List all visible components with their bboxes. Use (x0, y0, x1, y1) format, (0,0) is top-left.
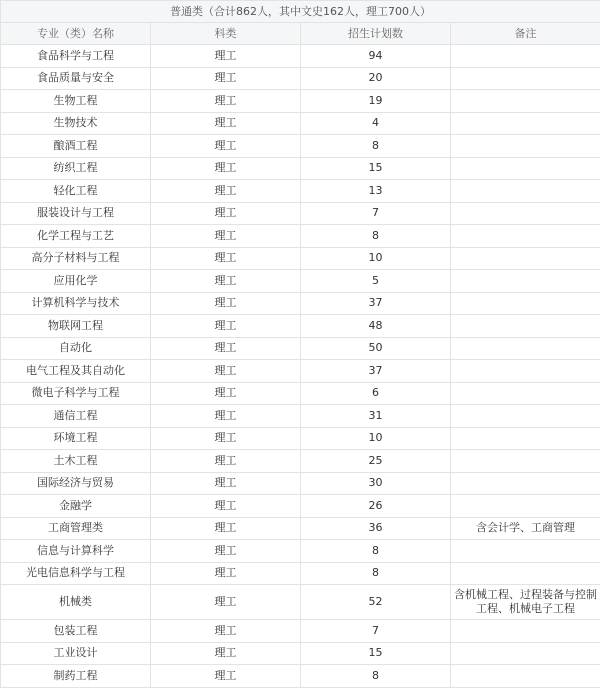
table-row (1, 665, 600, 688)
cell-type: 理工 (151, 360, 301, 383)
cell-major: 生物技术 (1, 112, 151, 135)
cell-count: 48 (301, 315, 451, 338)
cell-major: 食品科学与工程 (1, 45, 151, 68)
table-row (1, 585, 600, 620)
cell-note (451, 67, 600, 90)
cell-note (451, 45, 600, 68)
cell-count: 7 (301, 202, 451, 225)
cell-major: 食品质量与安全 (1, 67, 151, 90)
cell-count: 31 (301, 405, 451, 428)
cell-note (451, 540, 600, 563)
cell-count: 10 (301, 427, 451, 450)
cell-type: 理工 (151, 562, 301, 585)
cell-major: 电气工程及其自动化 (1, 360, 151, 383)
table-row (1, 112, 600, 135)
cell-type: 理工 (151, 337, 301, 360)
cell-type: 理工 (151, 180, 301, 203)
cell-count: 7 (301, 620, 451, 643)
cell-type: 理工 (151, 472, 301, 495)
cell-major: 生物工程 (1, 90, 151, 113)
cell-note (451, 315, 600, 338)
table-row (1, 337, 600, 360)
table-row (1, 202, 600, 225)
cell-count: 20 (301, 67, 451, 90)
cell-major: 土木工程 (1, 450, 151, 473)
cell-note (451, 620, 600, 643)
cell-major: 酿酒工程 (1, 135, 151, 158)
cell-major: 国际经济与贸易 (1, 472, 151, 495)
cell-note (451, 642, 600, 665)
table-row (1, 405, 600, 428)
cell-major: 环境工程 (1, 427, 151, 450)
table-row (1, 157, 600, 180)
cell-type: 理工 (151, 642, 301, 665)
cell-count: 8 (301, 225, 451, 248)
cell-count: 36 (301, 517, 451, 540)
cell-note (451, 157, 600, 180)
table-row (1, 292, 600, 315)
table-row (1, 450, 600, 473)
cell-type: 理工 (151, 450, 301, 473)
cell-note (451, 135, 600, 158)
cell-note (451, 360, 600, 383)
cell-note (451, 405, 600, 428)
table-row (1, 382, 600, 405)
cell-major: 自动化 (1, 337, 151, 360)
cell-type: 理工 (151, 292, 301, 315)
cell-major: 高分子材料与工程 (1, 247, 151, 270)
header-note: 备注 (451, 23, 600, 45)
cell-count: 8 (301, 562, 451, 585)
cell-type: 理工 (151, 517, 301, 540)
cell-count: 94 (301, 45, 451, 68)
cell-major: 应用化学 (1, 270, 151, 293)
cell-type: 理工 (151, 270, 301, 293)
cell-note (451, 112, 600, 135)
cell-major: 物联网工程 (1, 315, 151, 338)
table-row (1, 495, 600, 518)
cell-note (451, 247, 600, 270)
table-row (1, 620, 600, 643)
cell-major: 化学工程与工艺 (1, 225, 151, 248)
table-row (1, 427, 600, 450)
cell-count: 8 (301, 135, 451, 158)
cell-count: 50 (301, 337, 451, 360)
cell-major: 计算机科学与技术 (1, 292, 151, 315)
cell-count: 8 (301, 540, 451, 563)
cell-type: 理工 (151, 112, 301, 135)
cell-count: 37 (301, 292, 451, 315)
table-row (1, 562, 600, 585)
cell-major: 通信工程 (1, 405, 151, 428)
cell-count: 4 (301, 112, 451, 135)
cell-count: 19 (301, 90, 451, 113)
header-count: 招生计划数 (301, 23, 451, 45)
cell-note (451, 270, 600, 293)
cell-note (451, 292, 600, 315)
header-type: 科类 (151, 23, 301, 45)
cell-type: 理工 (151, 225, 301, 248)
cell-type: 理工 (151, 202, 301, 225)
cell-type: 理工 (151, 585, 301, 620)
cell-type: 理工 (151, 315, 301, 338)
cell-note (451, 472, 600, 495)
cell-count: 52 (301, 585, 451, 620)
table-row (1, 360, 600, 383)
header-major: 专业（类）名称 (1, 23, 151, 45)
cell-major: 轻化工程 (1, 180, 151, 203)
cell-count: 25 (301, 450, 451, 473)
cell-major: 工业设计 (1, 642, 151, 665)
cell-type: 理工 (151, 540, 301, 563)
cell-count: 10 (301, 247, 451, 270)
cell-note (451, 337, 600, 360)
cell-major: 纺织工程 (1, 157, 151, 180)
table-row (1, 642, 600, 665)
cell-type: 理工 (151, 665, 301, 688)
cell-type: 理工 (151, 135, 301, 158)
table-body (1, 45, 600, 688)
cell-major: 制药工程 (1, 665, 151, 688)
cell-note (451, 427, 600, 450)
cell-note (451, 450, 600, 473)
cell-type: 理工 (151, 157, 301, 180)
table-row (1, 135, 600, 158)
cell-note: 含会计学、工商管理 (451, 517, 600, 540)
cell-major: 包装工程 (1, 620, 151, 643)
table-row (1, 247, 600, 270)
table-caption-row (1, 1, 600, 23)
cell-note: 含机械工程、过程装备与控制工程、机械电子工程 (451, 585, 600, 620)
table-row (1, 67, 600, 90)
table-row (1, 472, 600, 495)
cell-type: 理工 (151, 67, 301, 90)
table-row (1, 180, 600, 203)
table-caption: 普通类（合计862人，其中文史162人，理工700人） (1, 1, 600, 23)
cell-note (451, 665, 600, 688)
cell-count: 30 (301, 472, 451, 495)
table-row (1, 315, 600, 338)
cell-count: 8 (301, 665, 451, 688)
cell-count: 15 (301, 157, 451, 180)
cell-note (451, 562, 600, 585)
cell-type: 理工 (151, 247, 301, 270)
table-row (1, 45, 600, 68)
table-row (1, 270, 600, 293)
cell-major: 信息与计算科学 (1, 540, 151, 563)
cell-major: 微电子科学与工程 (1, 382, 151, 405)
table-row (1, 225, 600, 248)
table-row (1, 90, 600, 113)
cell-major: 工商管理类 (1, 517, 151, 540)
cell-note (451, 90, 600, 113)
cell-major: 金融学 (1, 495, 151, 518)
cell-major: 机械类 (1, 585, 151, 620)
cell-type: 理工 (151, 90, 301, 113)
cell-major: 服装设计与工程 (1, 202, 151, 225)
cell-count: 26 (301, 495, 451, 518)
cell-type: 理工 (151, 427, 301, 450)
cell-note (451, 225, 600, 248)
table-row (1, 517, 600, 540)
cell-note (451, 382, 600, 405)
cell-count: 37 (301, 360, 451, 383)
cell-type: 理工 (151, 405, 301, 428)
cell-note (451, 202, 600, 225)
cell-note (451, 180, 600, 203)
table-row (1, 540, 600, 563)
table-header-row (1, 23, 600, 45)
cell-count: 13 (301, 180, 451, 203)
cell-count: 6 (301, 382, 451, 405)
cell-type: 理工 (151, 45, 301, 68)
cell-type: 理工 (151, 620, 301, 643)
cell-count: 15 (301, 642, 451, 665)
cell-count: 5 (301, 270, 451, 293)
cell-major: 光电信息科学与工程 (1, 562, 151, 585)
cell-type: 理工 (151, 495, 301, 518)
cell-type: 理工 (151, 382, 301, 405)
cell-note (451, 495, 600, 518)
